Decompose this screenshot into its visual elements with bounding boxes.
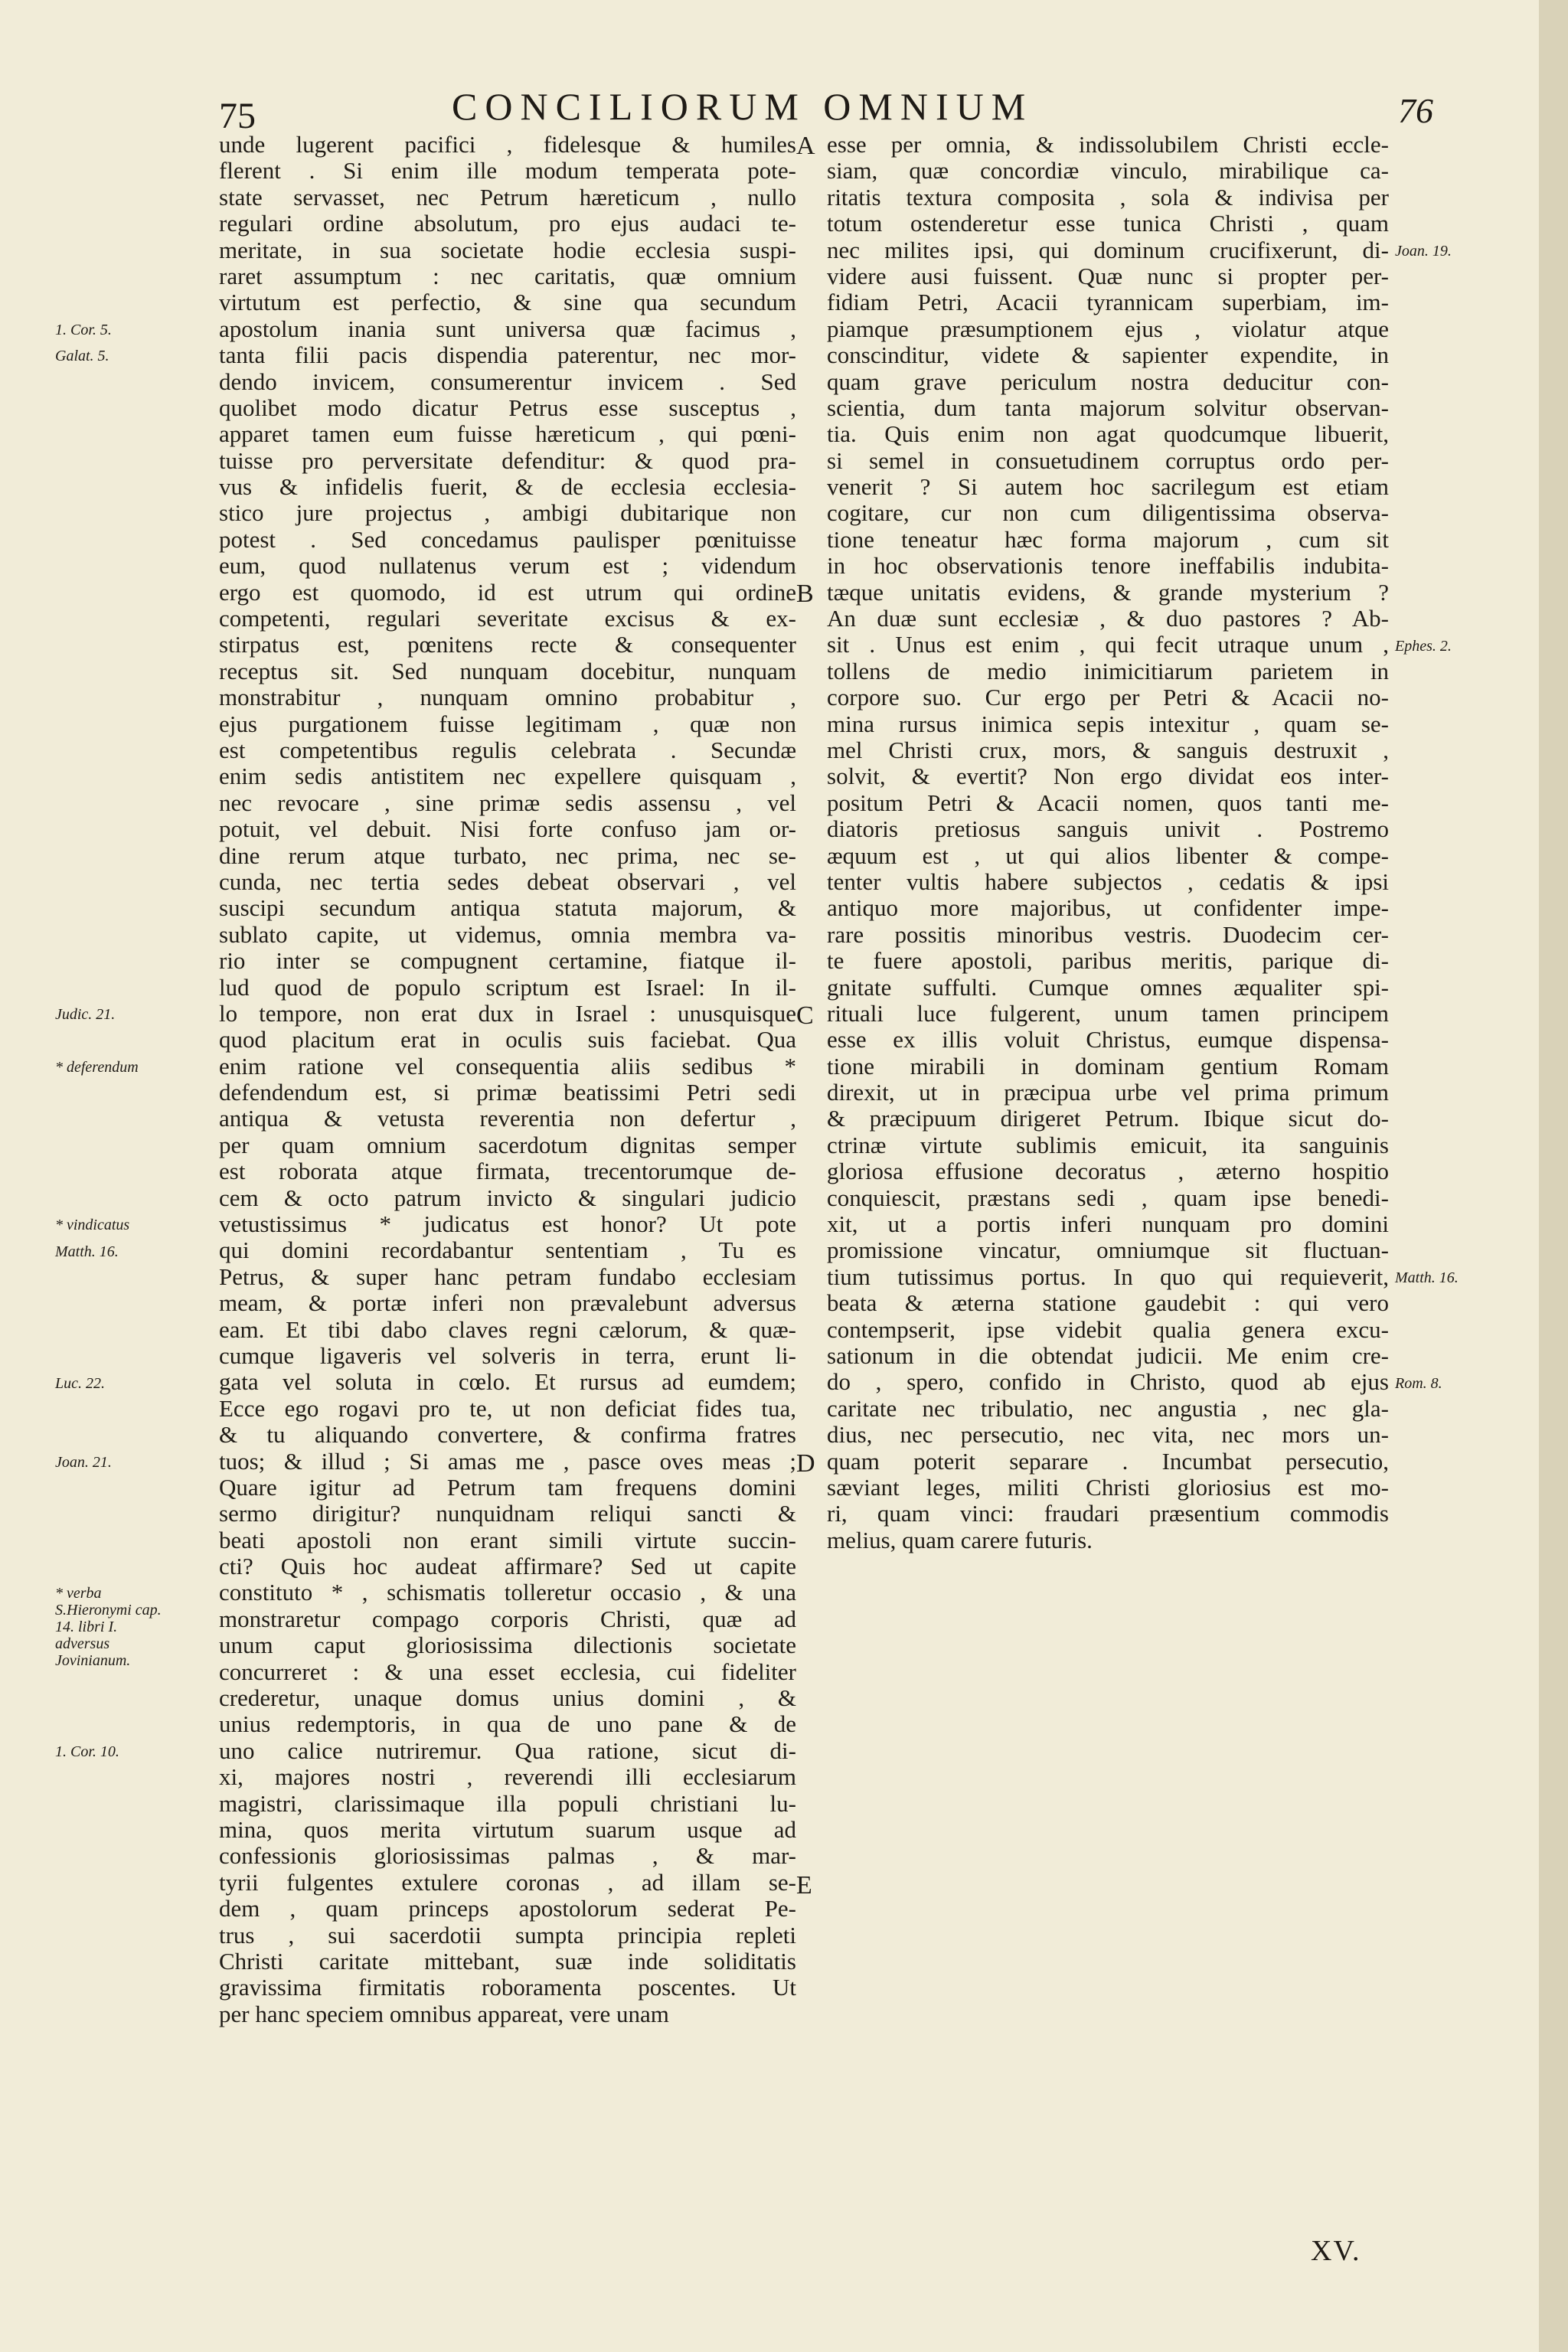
left-text-column	[219, 132, 796, 2027]
text-line: unde lugerent pacifici , fidelesque & humiles	[219, 131, 796, 158]
text-line: nec revocare , sine primæ sedis assensu , vel	[219, 789, 796, 816]
margin-note: Joan. 21.	[55, 1454, 112, 1471]
text-line: receptus sit. Sed nunquam docebitur, nunquam	[219, 657, 796, 684]
text-line: potuit, vel debuit. Nisi forte confuso jam or-	[219, 815, 796, 843]
text-line: videre ausi fuissent. Quæ nunc si propter per-	[827, 262, 1389, 289]
text-line: uno calice nutriremur. Qua ratione, sicut di-	[219, 1736, 796, 1764]
text-line: xit, ut a portis inferi nunquam pro domini	[827, 1210, 1389, 1238]
text-line: gloriosa effusione decoratus , æterno hospitio	[827, 1158, 1389, 1185]
text-line: Ecce ego rogavi pro te, ut non deficiat fides tua,	[219, 1394, 796, 1422]
text-line: beata & æterna statione gaudebit : qui vero	[827, 1289, 1389, 1317]
text-line: quod placitum erat in oculis suis faciebat. Qua	[219, 1026, 796, 1054]
right-text-column	[827, 132, 1389, 1553]
adjacent-page-edge	[1539, 0, 1568, 2352]
text-line: confessionis gloriosissimas palmas , & mar-	[219, 1842, 796, 1870]
text-line: tione teneatur hæc forma majorum , cum sit	[827, 525, 1389, 553]
text-line: fidiam Petri, Acacii tyrannicam superbiam, im-	[827, 289, 1389, 316]
text-line: sermo dirigitur? nunquidnam reliqui sancti &	[219, 1500, 796, 1527]
text-line: unius redemptoris, in qua de uno pane & de	[219, 1710, 796, 1738]
text-line: suscipi secundum antiqua statuta majorum, &	[219, 894, 796, 922]
section-marker-b: B	[796, 580, 814, 608]
text-line: raret assumptum : nec caritatis, quæ omnium	[219, 262, 796, 289]
text-line: conscinditur, videte & sapienter expendite, in	[827, 341, 1389, 369]
text-line: stirpatus est, pœnitens recte & consequenter	[219, 631, 796, 658]
text-line: ritatis textura composita , sola & indivisa per	[827, 183, 1389, 211]
text-line: ri, quam vinci: fraudari præsentium commodis	[827, 1500, 1389, 1527]
text-line: siam, quæ concordiæ vinculo, mirabilique ca-	[827, 157, 1389, 185]
text-line: gnitate suffulti. Cumque omnes æqualiter spi-	[827, 973, 1389, 1001]
text-line: si semel in consuetudinem corruptus ordo per-	[827, 446, 1389, 474]
margin-note: 1. Cor. 5.	[55, 321, 112, 338]
text-line: ergo est quomodo, id est utrum qui ordine	[219, 578, 796, 606]
text-line: totum ostenderetur esse tunica Christi , quam	[827, 210, 1389, 237]
text-line: caritate nec tribulatio, nec angustia , nec gla-	[827, 1394, 1389, 1422]
text-line: potest . Sed concedamus paulisper pœnituisse	[219, 525, 796, 553]
text-line: flerent . Si enim ille modum temperata pote-	[219, 157, 796, 185]
text-line: positum Petri & Acacii nomen, quos tanti me-	[827, 789, 1389, 816]
text-line: cumque ligaveris vel solveris in terra, erunt li-	[219, 1341, 796, 1369]
text-line: quolibet modo dicatur Petrus esse susceptus ,	[219, 394, 796, 421]
text-line: monstrabitur , nunquam omnino probabitur ,	[219, 684, 796, 711]
margin-note: * vindicatus	[55, 1217, 130, 1234]
text-line: & tu aliquando convertere, & confirma fratres	[219, 1421, 796, 1449]
text-line: rio inter se compugnent certamine, fiatque il-	[219, 947, 796, 975]
text-line: gata vel soluta in cœlo. Et rursus ad eumdem;	[219, 1368, 796, 1396]
text-line: & præcipuum dirigeret Petrum. Ibique sicut do-	[827, 1105, 1389, 1132]
text-line: Quare igitur ad Petrum tam frequens domini	[219, 1473, 796, 1501]
text-line: scientia, dum tanta majorum solvitur observan-	[827, 394, 1389, 421]
margin-note: * deferendum	[55, 1059, 139, 1076]
text-line: competenti, regulari severitate excisus & ex-	[219, 605, 796, 632]
text-line: tæque unitatis evidens, & grande mysterium ?	[827, 578, 1389, 606]
page-number-left: 75	[219, 96, 256, 136]
text-line: lud quod de populo scriptum est Israel: In il-	[219, 973, 796, 1001]
text-line: tium tutissimus portus. In quo qui requieverit,	[827, 1263, 1389, 1290]
text-line: eum, quod nullatenus verum est ; videndum	[219, 552, 796, 580]
text-line: cogitare, cur non cum diligentissima observa-	[827, 499, 1389, 527]
text-line: unum caput gloriosissima dilectionis societate	[219, 1632, 796, 1659]
page-number-right: 76	[1398, 91, 1433, 130]
text-line: state servasset, nec Petrum hæreticum , nullo	[219, 183, 796, 211]
text-line: mina, quos merita virtutum suarum usque ad	[219, 1816, 796, 1843]
text-line: apostolum inania sunt universa quæ facimus ,	[219, 315, 796, 342]
text-line: mel Christi crux, mors, & sanguis destruxit ,	[827, 736, 1389, 763]
text-line: quam poterit separare . Incumbat persecutio,	[827, 1447, 1389, 1475]
text-line: promissione vincatur, omniumque sit fluctuan-	[827, 1236, 1389, 1264]
text-line: tuisse pro perversitate defenditur: & quod pra-	[219, 446, 796, 474]
section-marker-e: E	[796, 1871, 812, 1900]
text-line: defendendum est, si primæ beatissimi Petri sedi	[219, 1079, 796, 1106]
text-line: rituali luce fulgerent, unum tamen principem	[827, 999, 1389, 1027]
text-line: cti? Quis hoc audeat affirmare? Sed ut capite	[219, 1553, 796, 1580]
text-line: quam grave periculum nostra deducitur con-	[827, 368, 1389, 395]
text-line: stico jure projectus , ambigi dubitarique non	[219, 499, 796, 527]
margin-note: Galat. 5.	[55, 348, 109, 365]
margin-note: Matth. 16.	[55, 1243, 119, 1260]
text-line: venerit ? Si autem hoc sacrilegum est etiam	[827, 473, 1389, 501]
text-line: sublato capite, ut videmus, omnia membra va-	[219, 920, 796, 948]
text-line: constituto * , schismatis tolleretur occasio , & una	[219, 1579, 796, 1606]
text-line: est competentibus regulis celebrata . Secundæ	[219, 736, 796, 763]
text-line: beati apostoli non erant simili virtute succin-	[219, 1526, 796, 1553]
text-line: meam, & portæ inferi non prævalebunt adversus	[219, 1289, 796, 1317]
text-line: dius, nec persecutio, nec vita, nec mors un-	[827, 1421, 1389, 1449]
text-line: do , spero, confido in Christo, quod ab ejus	[827, 1368, 1389, 1396]
margin-note: 1. Cor. 10.	[55, 1743, 119, 1761]
text-line: gravissima firmitatis roboramenta poscentes. Ut	[219, 1974, 796, 2001]
text-line: regulari ordine absolutum, pro ejus audaci te-	[219, 210, 796, 237]
text-line: ctrinæ virtute sublimis emicuit, ita sanguinis	[827, 1131, 1389, 1158]
section-marker-c: C	[796, 1001, 814, 1030]
text-line: crederetur, unaque domus unius domini , &	[219, 1684, 796, 1712]
text-line: trus , sui sacerdotii sumpta principia repleti	[219, 1921, 796, 1949]
text-line: apparet tamen eum fuisse hæreticum , qui pœni-	[219, 420, 796, 448]
text-line: Petrus, & super hanc petram fundabo ecclesiam	[219, 1263, 796, 1290]
margin-note: Ephes. 2.	[1395, 637, 1452, 655]
text-line: concurreret : & una esset ecclesia, cui fideliter	[219, 1658, 796, 1685]
text-line: monstraretur compago corporis Christi, quæ ad	[219, 1605, 796, 1632]
page-header	[0, 80, 1568, 136]
text-line: conquiescit, præstans sedi , quam ipse benedi-	[827, 1184, 1389, 1211]
text-line: enim ratione vel consequentia aliis sedibus *	[219, 1052, 796, 1080]
text-line: est roborata atque firmata, trecentorumque de-	[219, 1158, 796, 1185]
text-line: enim sedis antistitem nec expellere quisquam ,	[219, 763, 796, 790]
text-line: tanta filii pacis dispendia paterentur, nec mor-	[219, 341, 796, 369]
text-line: diatoris pretiosus sanguis univit . Postremo	[827, 815, 1389, 843]
text-line: in hoc observationis tenore ineffabilis indubita-	[827, 552, 1389, 580]
section-marker-a: A	[796, 132, 815, 160]
text-line: Christi caritate mittebant, suæ inde soliditatis	[219, 1947, 796, 1975]
text-line: per quam omnium sacerdotum dignitas semper	[219, 1131, 796, 1158]
text-line: dendo invicem, consumerentur invicem . Sed	[219, 368, 796, 395]
text-line: corpore suo. Cur ergo per Petri & Acacii no-	[827, 684, 1389, 711]
text-line: meritate, in sua societate hodie ecclesia suspi-	[219, 236, 796, 263]
margin-note: Joan. 19.	[1395, 242, 1452, 260]
text-line: lo tempore, non erat dux in Israel : unusquisque	[219, 999, 796, 1027]
text-line: esse ex illis voluit Christus, eumque dispensa-	[827, 1026, 1389, 1054]
text-line: tuos; & illud ; Si amas me , pasce oves meas ;	[219, 1447, 796, 1475]
text-line: sit . Unus est enim , qui fecit utraque unum ,	[827, 631, 1389, 658]
text-line: qui domini recordabantur sententiam , Tu es	[219, 1236, 796, 1264]
margin-note: Luc. 22.	[55, 1374, 105, 1392]
running-title: CONCILIORUM OMNIUM	[452, 85, 1034, 128]
text-line: cunda, nec tertia sedes debeat observari , vel	[219, 867, 796, 895]
text-line: vetustissimus * judicatus est honor? Ut pote	[219, 1210, 796, 1238]
text-line: contempserit, ipse videbit qualia genera excu-	[827, 1315, 1389, 1343]
text-line: tenter vultis habere subjectos , cedatis & ipsi	[827, 867, 1389, 895]
text-line: antiqua & vetusta reverentia non defertur ,	[219, 1105, 796, 1132]
text-line: antiquo more majoribus, ut confidenter impe-	[827, 894, 1389, 922]
margin-note: Rom. 8.	[1395, 1374, 1442, 1392]
text-line: mina rursus inimica sepis intexitur , quam se-	[827, 710, 1389, 737]
text-line: per hanc speciem omnibus appareat, vere unam	[219, 2000, 669, 2027]
text-line: tia. Quis enim non agat quodcumque libuerit,	[827, 420, 1389, 448]
text-line: direxit, ut in præcipua urbe vel prima primum	[827, 1079, 1389, 1106]
section-marker-d: D	[796, 1449, 815, 1478]
text-line: sæviant leges, militi Christi gloriosius est mo-	[827, 1473, 1389, 1501]
text-line: solvit, & evertit? Non ergo dividat eos inter-	[827, 763, 1389, 790]
text-line: tione mirabili in dominam gentium Romam	[827, 1052, 1389, 1080]
text-line: sationum in die obtendat judicii. Me enim cre-	[827, 1341, 1389, 1369]
text-line: cem & octo patrum invicto & singulari judicio	[219, 1184, 796, 1211]
margin-note: * verba S.Hieronymi cap. 14. libri I. adversus Jovinianum.	[55, 1585, 162, 1669]
text-line: magistri, clarissimaque illa populi christiani lu-	[219, 1789, 796, 1817]
text-line: virtutum est perfectio, & sine qua secundum	[219, 289, 796, 316]
signature-mark: XV.	[1311, 2235, 1361, 2267]
margin-note: Matth. 16.	[1395, 1269, 1459, 1287]
margin-note: Judic. 21.	[55, 1006, 116, 1024]
text-line: melius, quam carere futuris.	[827, 1526, 1093, 1553]
text-line: rare possitis minoribus vestris. Duodecim cer-	[827, 920, 1389, 948]
text-line: æquum est , ut qui alios libenter & compe-	[827, 841, 1389, 869]
text-line: tyrii fulgentes extulere coronas , ad illam se-	[219, 1868, 796, 1896]
text-line: An duæ sunt ecclesiæ , & duo pastores ? Ab-	[827, 605, 1389, 632]
text-line: dine rerum atque turbato, nec prima, nec se-	[219, 841, 796, 869]
text-line: nec milites ipsi, qui dominum crucifixerunt, di-	[827, 236, 1389, 263]
text-line: tollens de medio inimicitiarum parietem in	[827, 657, 1389, 684]
text-line: te fuere apostoli, paribus meritis, parique di-	[827, 947, 1389, 975]
text-line: dem , quam princeps apostolorum sederat Pe-	[219, 1895, 796, 1922]
text-line: esse per omnia, & indissolubilem Christi eccle-	[827, 131, 1389, 158]
text-line: eam. Et tibi dabo claves regni cælorum, & quæ-	[219, 1315, 796, 1343]
text-line: vus & infidelis fuerit, & de ecclesia ecclesia-	[219, 473, 796, 501]
text-line: xi, majores nostri , reverendi illi ecclesiarum	[219, 1763, 796, 1791]
text-line: piamque præsumptionem ejus , violatur atque	[827, 315, 1389, 342]
text-line: ejus purgationem fuisse legitimam , quæ non	[219, 710, 796, 737]
